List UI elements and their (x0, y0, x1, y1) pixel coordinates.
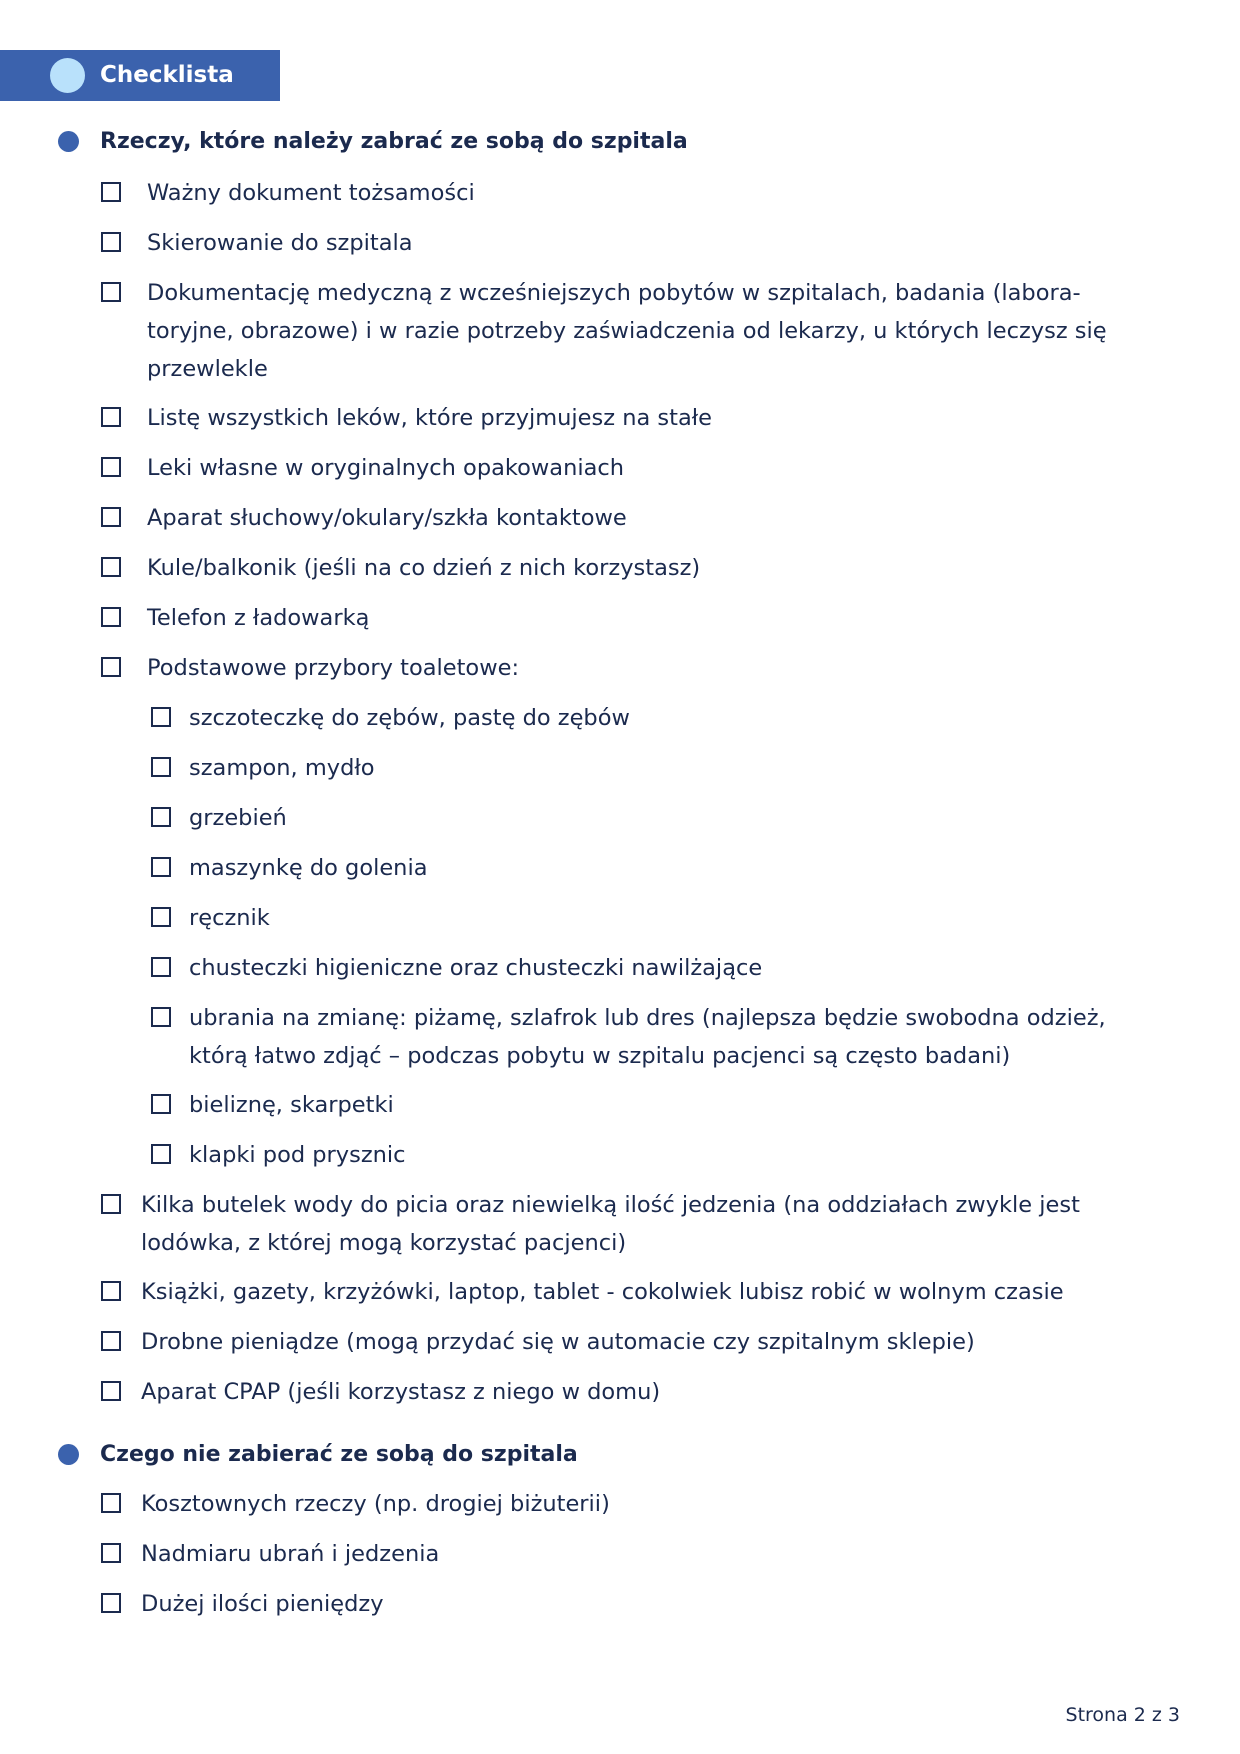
checklist-item-cont: toryjne, obrazowe) i w razie potrzeby zaświadczenia od lekarzy, u których leczysz się (147, 318, 1107, 344)
checklist-item: Kosztownych rzeczy (np. drogiej biżuterii) (141, 1491, 610, 1517)
page-title: Checklista (100, 62, 234, 88)
checkbox[interactable] (101, 507, 121, 527)
checklist-item: Nadmiaru ubrań i jedzenia (141, 1541, 440, 1567)
checkbox[interactable] (101, 557, 121, 577)
checklist-item: Kilka butelek wody do picia oraz niewielką ilość jedzenia (na oddziałach zwykle jest (141, 1192, 1080, 1218)
checkbox[interactable] (101, 232, 121, 252)
checklist-item: Listę wszystkich leków, które przyjmujesz na stałe (147, 405, 712, 431)
checklist-subitem: szczoteczkę do zębów, pastę do zębów (189, 705, 630, 731)
checklist-subitem: grzebień (189, 805, 287, 831)
checklist-subitem: ubrania na zmianę: piżamę, szlafrok lub dres (najlepsza będzie swobodna odzież, (189, 1005, 1106, 1031)
checklist-item: Leki własne w oryginalnych opakowaniach (147, 455, 625, 481)
checklist-subitem: bieliznę, skarpetki (189, 1092, 394, 1118)
checkbox[interactable] (101, 457, 121, 477)
checkbox[interactable] (151, 907, 171, 927)
checklist-item: Aparat słuchowy/okulary/szkła kontaktowe (147, 505, 627, 531)
tab-dot-icon (50, 58, 85, 93)
checkbox[interactable] (151, 757, 171, 777)
checkbox[interactable] (151, 807, 171, 827)
section-tab (0, 50, 280, 101)
checklist-item-cont: przewlekle (147, 356, 268, 382)
checklist-item: Książki, gazety, krzyżówki, laptop, tablet - cokolwiek lubisz robić w wolnym czasie (141, 1279, 1064, 1305)
checkbox[interactable] (101, 182, 121, 202)
checkbox[interactable] (151, 1094, 171, 1114)
checklist-subitem: maszynkę do golenia (189, 855, 428, 881)
checklist-subitem-cont: którą łatwo zdjąć – podczas pobytu w szpitalu pacjenci są często badani) (189, 1043, 1011, 1069)
checklist-item: Skierowanie do szpitala (147, 230, 413, 256)
checklist-item: Dużej ilości pieniędzy (141, 1591, 384, 1617)
checkbox[interactable] (101, 282, 121, 302)
checkbox[interactable] (151, 1144, 171, 1164)
bullet-icon (58, 1444, 79, 1465)
checklist-item: Drobne pieniądze (mogą przydać się w automacie czy szpitalnym sklepie) (141, 1329, 975, 1355)
checklist-item: Ważny dokument tożsamości (147, 180, 475, 206)
checklist-item: Telefon z ładowarką (147, 605, 370, 631)
checkbox[interactable] (101, 1281, 121, 1301)
checklist-subitem: szampon, mydło (189, 755, 375, 781)
checkbox[interactable] (101, 1331, 121, 1351)
checkbox[interactable] (151, 1007, 171, 1027)
checkbox[interactable] (101, 1493, 121, 1513)
bullet-icon (58, 131, 79, 152)
checkbox[interactable] (151, 707, 171, 727)
checklist-item: Dokumentację medyczną z wcześniejszych pobytów w szpitalach, badania (labora- (147, 280, 1081, 306)
section-heading-take: Rzeczy, które należy zabrać ze sobą do szpitala (100, 129, 688, 154)
checklist-item: Podstawowe przybory toaletowe: (147, 655, 520, 681)
checklist-subitem: chusteczki higieniczne oraz chusteczki nawilżające (189, 955, 763, 981)
checklist-subitem: ręcznik (189, 905, 270, 931)
page-number: Strona 2 z 3 (1065, 1704, 1180, 1726)
checkbox[interactable] (101, 657, 121, 677)
checkbox[interactable] (101, 1194, 121, 1214)
checklist-item-cont: lodówka, z której mogą korzystać pacjenci) (141, 1230, 627, 1256)
checkbox[interactable] (101, 1543, 121, 1563)
checkbox[interactable] (101, 1381, 121, 1401)
checkbox[interactable] (101, 607, 121, 627)
checkbox[interactable] (101, 407, 121, 427)
checkbox[interactable] (151, 957, 171, 977)
checklist-item: Kule/balkonik (jeśli na co dzień z nich korzystasz) (147, 555, 701, 581)
checklist-subitem: klapki pod prysznic (189, 1142, 406, 1168)
checkbox[interactable] (151, 857, 171, 877)
checklist-item: Aparat CPAP (jeśli korzystasz z niego w domu) (141, 1379, 661, 1405)
section-heading-dont-take: Czego nie zabierać ze sobą do szpitala (100, 1442, 578, 1467)
checkbox[interactable] (101, 1593, 121, 1613)
